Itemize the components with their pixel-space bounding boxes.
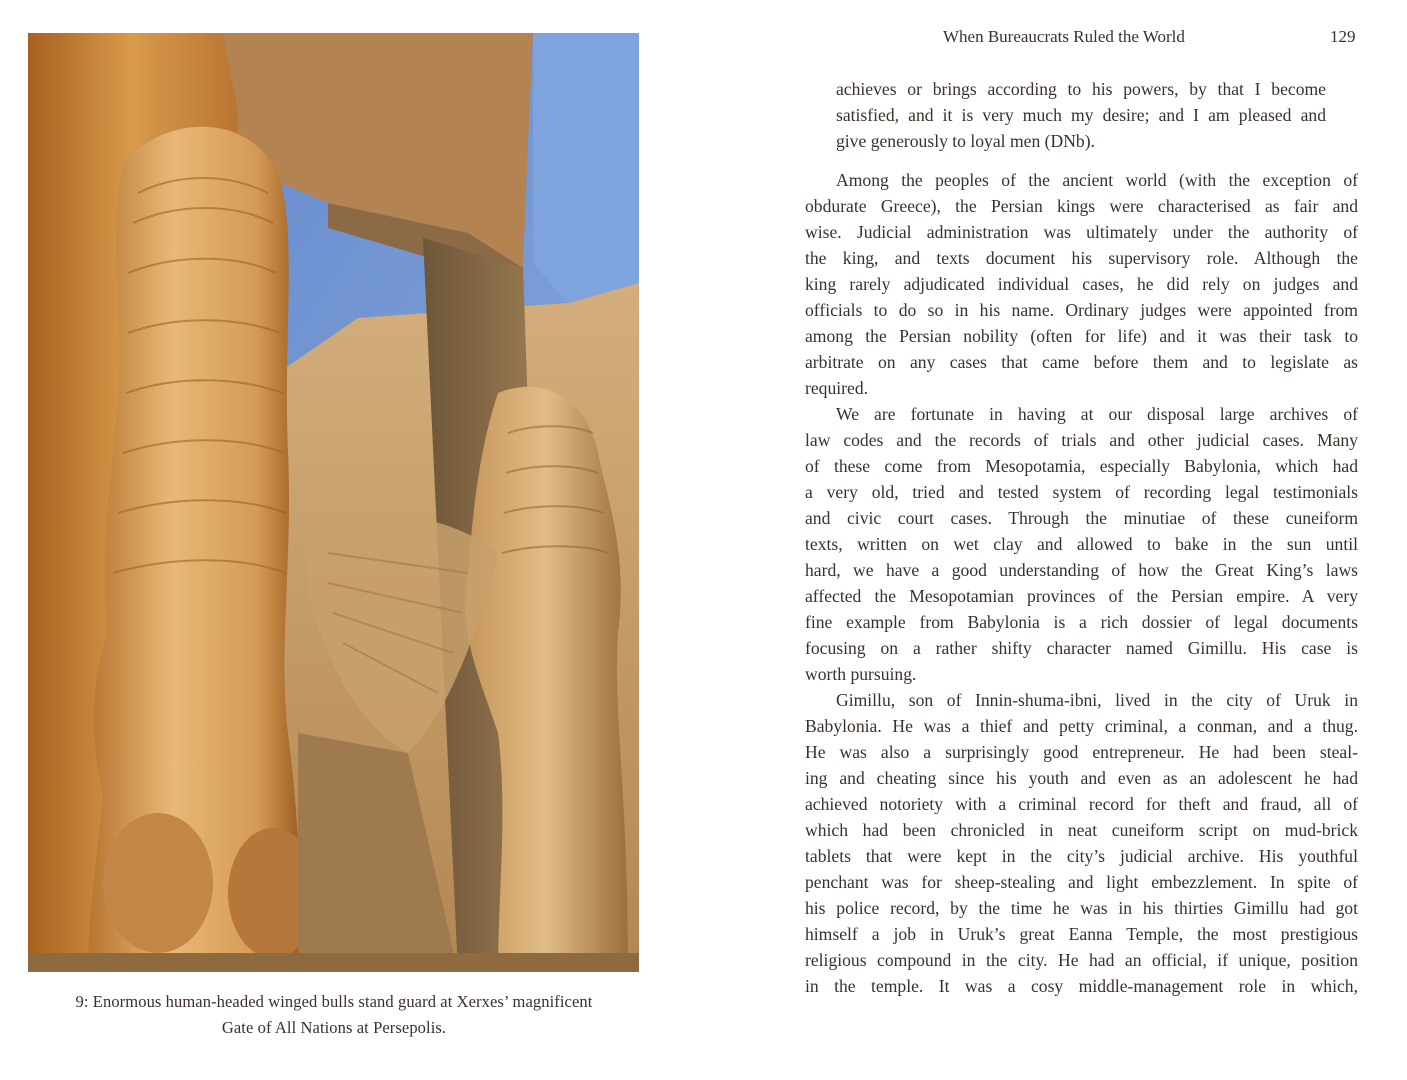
running-head: When Bureaucrats Ruled the World <box>943 27 1185 46</box>
body-line: tablets that were kept in the city’s judicial archive. His youthful <box>805 846 1358 866</box>
body-line: Among the peoples of the ancient world (with the exception of <box>836 170 1358 190</box>
body-line: arbitrate on any cases that came before them and to legislate as <box>805 352 1358 372</box>
body-line: and civic court cases. Through the minutiae of these cuneiform <box>805 508 1358 528</box>
body-line: of these come from Mesopotamia, especially Babylonia, which had <box>805 456 1358 476</box>
body-line: himself a job in Uruk’s great Eanna Temple, the most prestigious <box>805 924 1358 944</box>
caption-line: Gate of All Nations at Persepolis. <box>221 1018 447 1037</box>
figure-caption <box>24 989 644 1041</box>
body-line: We are fortunate in having at our disposal large archives of <box>836 404 1358 424</box>
body-line: worth pursuing. <box>805 664 917 684</box>
body-line: law codes and the records of trials and other judicial cases. Many <box>805 430 1358 450</box>
body-line: among the Persian nobility (often for life) and it was their task to <box>805 326 1358 346</box>
body-line: required. <box>805 378 869 398</box>
body-line: achieved notoriety with a criminal record for theft and fraud, all of <box>805 794 1358 814</box>
block-quote <box>836 76 1326 154</box>
figure-photo <box>28 33 639 972</box>
body-line: ing and cheating since his youth and even as an adolescent he had <box>805 768 1358 788</box>
body-line: which had been chronicled in neat cuneiform script on mud-brick <box>805 820 1358 840</box>
body-line: hard, we have a good understanding of how the Great King’s laws <box>805 560 1358 580</box>
body-line: Gimillu, son of Innin-shuma-ibni, lived in the city of Uruk in <box>836 690 1358 710</box>
body-line: wise. Judicial administration was ultimately under the authority of <box>805 222 1358 242</box>
quote-line: satisfied, and it is very much my desire; and I am pleased and <box>836 105 1326 125</box>
body-line: focusing on a rather shifty character named Gimillu. His case is <box>805 638 1358 658</box>
body-line: fine example from Babylonia is a rich dossier of legal documents <box>805 612 1358 632</box>
persepolis-photo <box>28 33 639 972</box>
body-line: texts, written on wet clay and allowed to bake in the sun until <box>805 534 1358 554</box>
body-line: obdurate Greece), the Persian kings were characterised as fair and <box>805 196 1358 216</box>
body-line: the king, and texts document his supervisory role. Although the <box>805 248 1358 268</box>
body-line: in the temple. It was a cosy middle-management role in which, <box>805 976 1358 996</box>
body-line: religious compound in the city. He had an official, if unique, position <box>805 950 1358 970</box>
body-line: his police record, by the time he was in his thirties Gimillu had got <box>805 898 1358 918</box>
body-line: penchant was for sheep-stealing and light embezzlement. In spite of <box>805 872 1358 892</box>
body-line: king rarely adjudicated individual cases, he did rely on judges and <box>805 274 1358 294</box>
page-number: 129 <box>1330 27 1356 46</box>
body-line: officials to do so in his name. Ordinary judges were appointed from <box>805 300 1358 320</box>
quote-line: achieves or brings according to his powers, by that I become <box>836 79 1326 99</box>
body-line: He was also a surprisingly good entrepreneur. He had been steal- <box>805 742 1358 762</box>
body-text <box>805 167 1358 999</box>
body-line: affected the Mesopotamian provinces of the Persian empire. A very <box>805 586 1358 606</box>
quote-line: give generously to loyal men (DNb). <box>836 131 1095 151</box>
caption-line: 9: Enormous human-headed winged bulls stand guard at Xerxes’ magnificent <box>75 992 593 1011</box>
body-line: Babylonia. He was a thief and petty criminal, a conman, and a thug. <box>805 716 1358 736</box>
body-line: a very old, tried and tested system of recording legal testimonials <box>805 482 1358 502</box>
